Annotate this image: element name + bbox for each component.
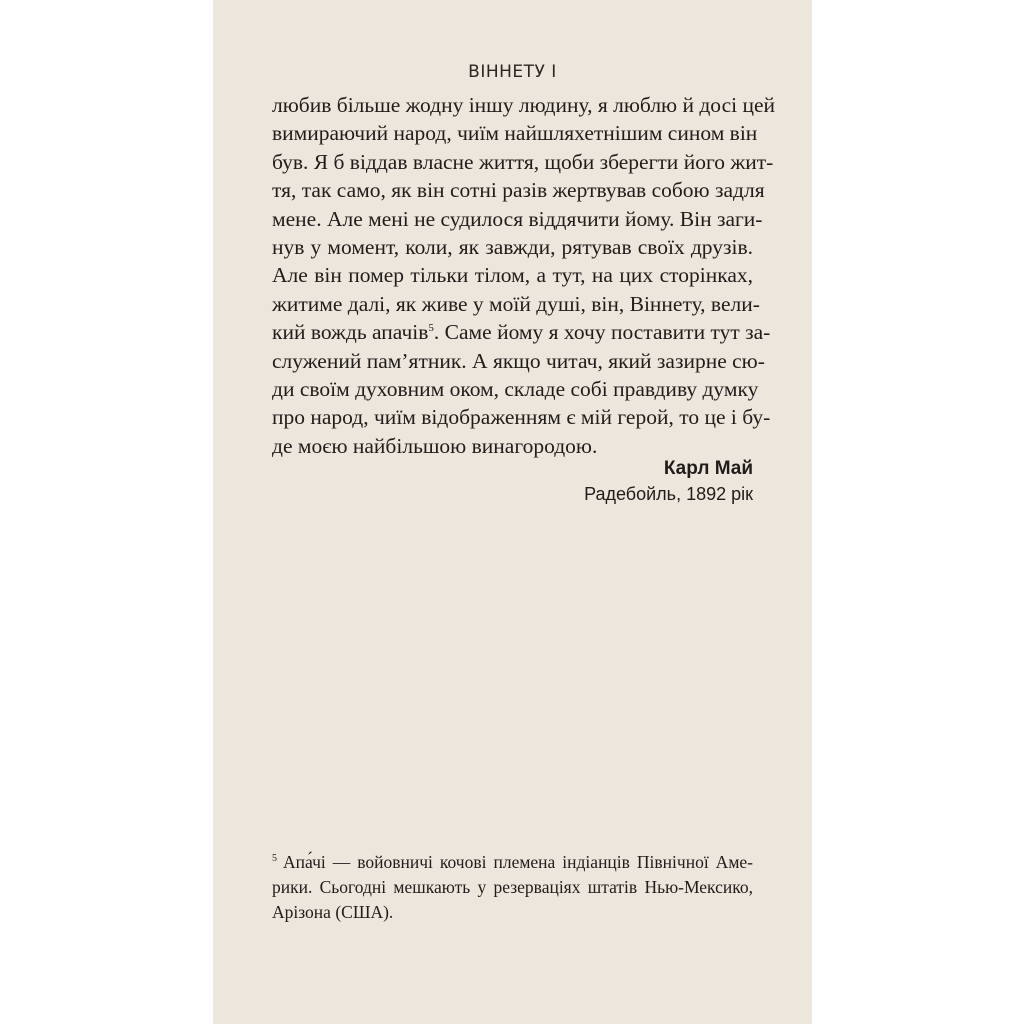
text-line: тя, так само, як він сотні разів жертвував собою задля	[272, 178, 765, 203]
footnote-line: Арізона (США).	[272, 902, 394, 922]
text-line: нув у момент, коли, як завжди, рятував своїх друзів.	[272, 234, 753, 259]
signature-place-date: Радебойль, 1892 рік	[584, 484, 753, 504]
footnote-line	[272, 850, 753, 875]
text-line: про народ, чиїм відображенням є мій герой, то це і бу-	[272, 405, 771, 430]
text-line: де моєю найбільшою винагородою.	[272, 433, 598, 458]
text-line: служений пам’ятник. А якщо читач, який зазирне сю-	[272, 348, 765, 373]
footnote-reference[interactable]: 5	[428, 321, 434, 334]
text-fragment: кий вождь апачів	[272, 320, 429, 345]
footnote-mark: 5	[272, 853, 277, 865]
text-line: мене. Але мені не судилося віддячити йому. Він заги-	[272, 206, 763, 231]
text-fragment: . Саме йому я хочу поставити тут за-	[433, 320, 771, 345]
text-line: любив більше жодну іншу людину, я люблю й досі цей	[272, 93, 776, 117]
body-text	[272, 91, 776, 460]
footnote-text: Апа́чі — войовничі кочові племена індіанців Північної Аме-	[283, 852, 753, 872]
book-page	[213, 0, 812, 1024]
signature-author: Карл Май	[663, 458, 753, 479]
footnote	[272, 850, 753, 925]
text-line: ди своїм духовним оком, складе собі правдиву думку	[272, 376, 759, 401]
text-line: вимираючий народ, чиїм найшляхетнішим сином він	[272, 121, 758, 146]
text-line: був. Я б віддав власне життя, щоби зберегти його жит-	[272, 149, 774, 174]
text-line: житиме далі, як живе у моїй душі, він, Віннету, вели-	[272, 291, 760, 316]
running-header: ВІННЕТУ І	[468, 62, 557, 82]
footnote-line: рики. Сьогодні мешкають у резерваціях штатів Нью-Мексико,	[272, 877, 753, 897]
text-line	[272, 318, 771, 346]
text-line: Але він помер тільки тілом, а тут, на цих сторінках,	[272, 263, 753, 288]
